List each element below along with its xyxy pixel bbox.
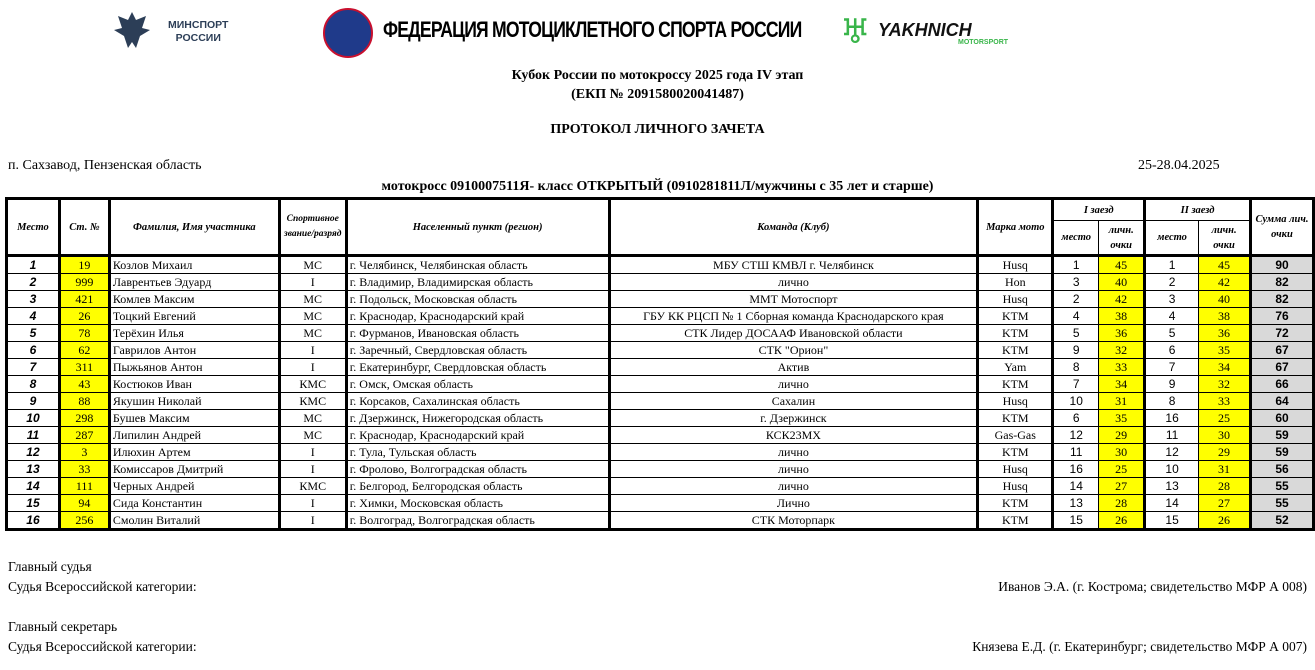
cell-moto-brand: Yam [978,359,1053,376]
cell-city-region: г. Волгоград, Волгоградская область [346,512,609,530]
cell-rider-name: Бушев Максим [109,410,279,427]
cell-team: СТК Лидер ДОСААФ Ивановской области [609,325,978,342]
cell-start-number: 256 [59,512,109,530]
cell-city-region: г. Омск, Омская область [346,376,609,393]
cell-race1-points: 35 [1099,410,1145,427]
cell-city-region: г. Краснодар, Краснодарский край [346,427,609,444]
cell-place: 9 [7,393,60,410]
sponsor-logo-text: YAKHNICH [878,20,972,40]
table-row [7,274,1314,291]
cell-total-points: 59 [1251,427,1314,444]
federation-logo-emblem [323,8,373,58]
cell-race2-place: 4 [1145,308,1199,325]
cell-race2-points: 38 [1199,308,1251,325]
cell-team: КСК23МХ [609,427,978,444]
cell-sport-rank: I [279,495,346,512]
cell-moto-brand: KTM [978,512,1053,530]
cell-total-points: 52 [1251,512,1314,530]
cell-race2-place: 11 [1145,427,1199,444]
cell-race2-points: 40 [1199,291,1251,308]
col-place: Место [7,199,60,256]
federation-logo-text: ФЕДЕРАЦИЯ МОТОЦИКЛЕТНОГО СПОРТА РОССИИ [383,17,802,42]
cell-race1-points: 29 [1099,427,1145,444]
cell-place: 6 [7,342,60,359]
cell-moto-brand: Hon [978,274,1053,291]
cell-race2-place: 13 [1145,478,1199,495]
cell-race1-points: 25 [1099,461,1145,478]
cell-moto-brand: KTM [978,376,1053,393]
cell-place: 2 [7,274,60,291]
col-race2-points: личн. очки [1199,221,1251,256]
sponsor-logo-sub: MOTORSPORT [958,39,1009,46]
cell-start-number: 94 [59,495,109,512]
cell-city-region: г. Фурманов, Ивановская область [346,325,609,342]
cell-race2-points: 25 [1199,410,1251,427]
cell-team: МБУ СТШ КМВЛ г. Челябинск [609,256,978,274]
cell-team: ГБУ КК РЦСП № 1 Сборная команда Краснодарского края [609,308,978,325]
cell-start-number: 43 [59,376,109,393]
cell-start-number: 19 [59,256,109,274]
cell-rider-name: Комиссаров Дмитрий [109,461,279,478]
event-title: Кубок России по мотокроссу 2025 года IV этап [511,68,804,83]
cell-sport-rank: I [279,342,346,359]
cell-race2-place: 12 [1145,444,1199,461]
cell-race1-points: 32 [1099,342,1145,359]
cell-sport-rank: I [279,359,346,376]
cell-race2-place: 6 [1145,342,1199,359]
cell-team: лично [609,274,978,291]
cell-city-region: г. Химки, Московская область [346,495,609,512]
cell-place: 5 [7,325,60,342]
cell-team: Сахалин [609,393,978,410]
col-race1-place: место [1053,221,1099,256]
cell-place: 11 [7,427,60,444]
table-row [7,256,1314,274]
cell-city-region: г. Фролово, Волгоградская область [346,461,609,478]
col-moto: Марка мото [978,199,1053,256]
cell-start-number: 33 [59,461,109,478]
table-row [7,410,1314,427]
cell-sport-rank: МС [279,308,346,325]
cell-rider-name: Костюков Иван [109,376,279,393]
cell-race2-place: 3 [1145,291,1199,308]
cell-race2-points: 31 [1199,461,1251,478]
table-row [7,325,1314,342]
cell-total-points: 67 [1251,359,1314,376]
cell-team: ММТ Мотоспорт [609,291,978,308]
table-row [7,495,1314,512]
cell-rider-name: Лаврентьев Эдуард [109,274,279,291]
date: 25-28.04.2025 [1138,158,1220,173]
chief-judge-title: Главный судья [8,559,92,574]
cell-race2-points: 26 [1199,512,1251,530]
chief-judge-name: Иванов Э.А. (г. Кострома; свидетельство МФР А 008) [998,579,1307,594]
cell-total-points: 64 [1251,393,1314,410]
cell-rider-name: Комлев Максим [109,291,279,308]
cell-place: 12 [7,444,60,461]
cell-city-region: г. Заречный, Свердловская область [346,342,609,359]
cell-start-number: 421 [59,291,109,308]
cell-race1-place: 2 [1053,291,1099,308]
col-name: Фамилия, Имя участника [109,199,279,256]
cell-place: 7 [7,359,60,376]
cell-sport-rank: МС [279,291,346,308]
cell-race2-place: 7 [1145,359,1199,376]
chief-secretary-title: Главный секретарь [8,619,118,634]
cell-race2-place: 5 [1145,325,1199,342]
cell-start-number: 88 [59,393,109,410]
minsport-logo: МИНСПОРТ РОССИИ [108,6,228,56]
cell-race2-points: 27 [1199,495,1251,512]
cell-sport-rank: I [279,512,346,530]
cell-city-region: г. Дзержинск, Нижегородская область [346,410,609,427]
cell-total-points: 67 [1251,342,1314,359]
cell-total-points: 72 [1251,325,1314,342]
table-row [7,308,1314,325]
cell-race1-place: 4 [1053,308,1099,325]
cell-moto-brand: KTM [978,444,1053,461]
cell-total-points: 55 [1251,495,1314,512]
cell-race1-place: 1 [1053,256,1099,274]
cell-rider-name: Черных Андрей [109,478,279,495]
cell-race1-place: 14 [1053,478,1099,495]
cell-race2-place: 15 [1145,512,1199,530]
chief-secretary-category: Судья Всероссийской категории: [8,639,197,654]
cell-team: г. Дзержинск [609,410,978,427]
col-num: Ст. № [59,199,109,256]
chief-secretary-name: Князева Е.Д. (г. Екатеринбург; свидетельство МФР А 007) [972,639,1307,654]
location: п. Сахзавод, Пензенская область [8,158,202,173]
cell-sport-rank: МС [279,256,346,274]
cell-start-number: 78 [59,325,109,342]
cell-race1-points: 26 [1099,512,1145,530]
cell-rider-name: Сида Константин [109,495,279,512]
cell-place: 13 [7,461,60,478]
col-race1: I заезд [1053,199,1145,221]
col-race2-place: место [1145,221,1199,256]
cell-moto-brand: Husq [978,291,1053,308]
cell-place: 14 [7,478,60,495]
table-row [7,478,1314,495]
cell-rider-name: Илюхин Артем [109,444,279,461]
cell-moto-brand: Husq [978,461,1053,478]
cell-race2-points: 33 [1199,393,1251,410]
table-row [7,359,1314,376]
cell-race2-place: 2 [1145,274,1199,291]
cell-race1-place: 13 [1053,495,1099,512]
cell-city-region: г. Тула, Тульская область [346,444,609,461]
cell-team: СТК Моторпарк [609,512,978,530]
cell-total-points: 82 [1251,291,1314,308]
cell-race2-points: 34 [1199,359,1251,376]
cell-rider-name: Липилин Андрей [109,427,279,444]
cell-race2-place: 8 [1145,393,1199,410]
cell-total-points: 55 [1251,478,1314,495]
cell-city-region: г. Корсаков, Сахалинская область [346,393,609,410]
eagle-emblem-icon [108,6,156,54]
cell-total-points: 59 [1251,444,1314,461]
cell-start-number: 111 [59,478,109,495]
cell-race2-points: 29 [1199,444,1251,461]
cell-moto-brand: Gas-Gas [978,427,1053,444]
cell-sport-rank: КМС [279,478,346,495]
cell-race1-place: 16 [1053,461,1099,478]
col-sum: Сумма лич. очки [1251,199,1314,256]
cell-total-points: 90 [1251,256,1314,274]
table-row [7,512,1314,530]
cell-race1-points: 36 [1099,325,1145,342]
cell-rider-name: Смолин Виталий [109,512,279,530]
cell-race1-points: 31 [1099,393,1145,410]
cell-race2-points: 45 [1199,256,1251,274]
sponsor-logo-icon: ♅ [840,12,871,52]
cell-race1-points: 33 [1099,359,1145,376]
cell-moto-brand: Husq [978,256,1053,274]
cell-start-number: 311 [59,359,109,376]
table-row [7,427,1314,444]
cell-rider-name: Гаврилов Антон [109,342,279,359]
cell-place: 3 [7,291,60,308]
cell-place: 16 [7,512,60,530]
cell-race2-place: 10 [1145,461,1199,478]
cell-race1-points: 27 [1099,478,1145,495]
cell-start-number: 62 [59,342,109,359]
chief-judge-category: Судья Всероссийской категории: [8,579,197,594]
cell-team: Лично [609,495,978,512]
cell-sport-rank: I [279,274,346,291]
cell-total-points: 82 [1251,274,1314,291]
cell-city-region: г. Белгород, Белгородская область [346,478,609,495]
cell-race1-points: 42 [1099,291,1145,308]
cell-race1-place: 15 [1053,512,1099,530]
cell-place: 1 [7,256,60,274]
cell-race2-points: 36 [1199,325,1251,342]
cell-team: лично [609,461,978,478]
cell-sport-rank: I [279,444,346,461]
cell-start-number: 287 [59,427,109,444]
cell-race1-points: 45 [1099,256,1145,274]
ekp-number: (ЕКП № 2091580020041487) [571,87,744,102]
cell-sport-rank: МС [279,325,346,342]
cell-city-region: г. Краснодар, Краснодарский край [346,308,609,325]
cell-race2-place: 16 [1145,410,1199,427]
cell-city-region: г. Челябинск, Челябинская область [346,256,609,274]
cell-sport-rank: МС [279,427,346,444]
results-table [5,197,1315,531]
col-team: Команда (Клуб) [609,199,978,256]
table-row [7,376,1314,393]
cell-race1-place: 9 [1053,342,1099,359]
table-row [7,342,1314,359]
cell-total-points: 56 [1251,461,1314,478]
cell-race2-points: 28 [1199,478,1251,495]
col-race2: II заезд [1145,199,1251,221]
cell-moto-brand: Husq [978,393,1053,410]
cell-start-number: 999 [59,274,109,291]
cell-sport-rank: I [279,461,346,478]
cell-start-number: 26 [59,308,109,325]
cell-moto-brand: KTM [978,495,1053,512]
cell-moto-brand: KTM [978,308,1053,325]
table-row [7,291,1314,308]
cell-race1-place: 8 [1053,359,1099,376]
cell-race1-place: 3 [1053,274,1099,291]
cell-rider-name: Козлов Михаил [109,256,279,274]
cell-city-region: г. Подольск, Московская область [346,291,609,308]
cell-race2-points: 32 [1199,376,1251,393]
cell-place: 15 [7,495,60,512]
cell-team: лично [609,444,978,461]
table-row [7,444,1314,461]
cell-rider-name: Пыжьянов Антон [109,359,279,376]
cell-race1-place: 6 [1053,410,1099,427]
cell-team: СТК "Орион" [609,342,978,359]
cell-sport-rank: МС [279,410,346,427]
cell-sport-rank: КМС [279,393,346,410]
cell-city-region: г. Владимир, Владимирская область [346,274,609,291]
cell-total-points: 60 [1251,410,1314,427]
cell-race1-points: 34 [1099,376,1145,393]
cell-moto-brand: Husq [978,478,1053,495]
cell-race2-place: 14 [1145,495,1199,512]
cell-race2-place: 1 [1145,256,1199,274]
cell-place: 8 [7,376,60,393]
cell-race2-points: 35 [1199,342,1251,359]
table-row [7,461,1314,478]
col-city: Населенный пункт (регион) [346,199,609,256]
class-title: мотокросс 0910007511Я- класс ОТКРЫТЫЙ (0910281811Л/мужчины с 35 лет и старше) [381,179,934,194]
cell-moto-brand: KTM [978,342,1053,359]
col-rank: Спортивное звание/разряд [279,199,346,256]
protocol-title: ПРОТОКОЛ ЛИЧНОГО ЗАЧЕТА [550,122,765,137]
cell-race2-points: 42 [1199,274,1251,291]
cell-race1-points: 30 [1099,444,1145,461]
cell-race2-points: 30 [1199,427,1251,444]
cell-race1-points: 40 [1099,274,1145,291]
cell-race1-place: 11 [1053,444,1099,461]
cell-rider-name: Терёхин Илья [109,325,279,342]
cell-rider-name: Тоцкий Евгений [109,308,279,325]
cell-race1-place: 7 [1053,376,1099,393]
cell-city-region: г. Екатеринбург, Свердловская область [346,359,609,376]
cell-race1-place: 5 [1053,325,1099,342]
cell-race2-place: 9 [1145,376,1199,393]
cell-total-points: 66 [1251,376,1314,393]
cell-start-number: 298 [59,410,109,427]
cell-race1-points: 38 [1099,308,1145,325]
cell-start-number: 3 [59,444,109,461]
cell-place: 4 [7,308,60,325]
cell-team: лично [609,478,978,495]
cell-total-points: 76 [1251,308,1314,325]
cell-moto-brand: KTM [978,325,1053,342]
cell-race1-points: 28 [1099,495,1145,512]
table-row [7,393,1314,410]
cell-place: 10 [7,410,60,427]
cell-race1-place: 12 [1053,427,1099,444]
cell-team: Актив [609,359,978,376]
cell-moto-brand: KTM [978,410,1053,427]
cell-team: лично [609,376,978,393]
col-race1-points: личн. очки [1099,221,1145,256]
cell-rider-name: Якушин Николай [109,393,279,410]
cell-race1-place: 10 [1053,393,1099,410]
cell-sport-rank: КМС [279,376,346,393]
